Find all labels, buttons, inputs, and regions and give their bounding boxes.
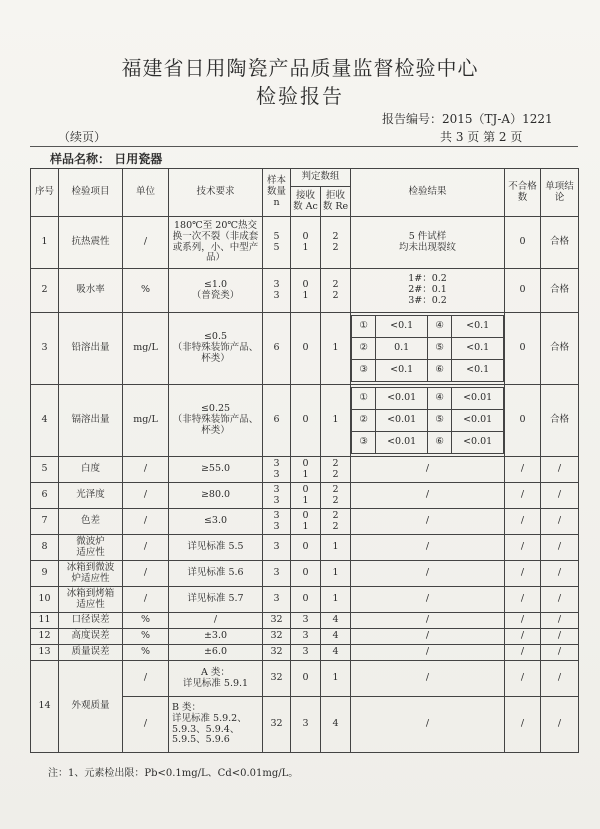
header-requirement: 技术要求 xyxy=(169,169,263,217)
row-sample-qty: 3 3 xyxy=(263,483,291,509)
page-info: 共 3 页 第 2 页 xyxy=(440,130,523,144)
row-item: 色差 xyxy=(59,509,123,535)
row-item: 抗热震性 xyxy=(59,217,123,269)
row-unit: / xyxy=(123,217,169,269)
row-conclusion: 合格 xyxy=(541,313,579,385)
appearance-b-fail: / xyxy=(505,697,541,753)
appearance-b-n: 32 xyxy=(263,697,291,753)
row-accept: 3 xyxy=(291,613,321,629)
row-result: / xyxy=(351,457,505,483)
row-item: 镉溶出量 xyxy=(59,385,123,457)
row-reject: 4 xyxy=(321,629,351,645)
header-result: 检验结果 xyxy=(351,169,505,217)
appearance-b-ac: 3 xyxy=(291,697,321,753)
row-requirement: ±3.0 xyxy=(169,629,263,645)
sample-value: 日用瓷器 xyxy=(114,152,163,166)
row-sample-qty: 5 5 xyxy=(263,217,291,269)
row-sample-qty: 3 xyxy=(263,561,291,587)
sample-label: 样品名称： xyxy=(50,152,111,166)
row-unit: mg/L xyxy=(123,313,169,385)
row-conclusion: / xyxy=(541,629,579,645)
specimen-number: ② xyxy=(352,338,376,360)
row-reject: 1 xyxy=(321,535,351,561)
footnote: 注：1、元素检出限：Pb<0.1mg/L、Cd<0.01mg/L。 xyxy=(48,768,299,779)
row-conclusion: 合格 xyxy=(541,269,579,313)
table-row xyxy=(31,457,579,483)
row-reject: 4 xyxy=(321,645,351,661)
row-item: 铅溶出量 xyxy=(59,313,123,385)
specimen-value: <0.01 xyxy=(452,432,504,454)
appearance-b-unit: / xyxy=(123,697,169,753)
row-unit: / xyxy=(123,483,169,509)
report-title: 检验报告 xyxy=(256,84,344,108)
row-result: / xyxy=(351,613,505,629)
row-accept: 0 xyxy=(291,561,321,587)
table-row xyxy=(31,509,579,535)
specimen-number: ⑤ xyxy=(428,338,452,360)
row-seq: 3 xyxy=(31,313,59,385)
row-requirement: ≥80.0 xyxy=(169,483,263,509)
row-result-grid xyxy=(351,385,505,457)
row-requirement: ≤0.5 （非特殊装饰产品、杯类） xyxy=(169,313,263,385)
row-sample-qty: 3 3 xyxy=(263,269,291,313)
row-result: / xyxy=(351,645,505,661)
table-row xyxy=(31,313,579,385)
table-row xyxy=(31,587,579,613)
table-row xyxy=(31,561,579,587)
row-seq: 2 xyxy=(31,269,59,313)
row-result: / xyxy=(351,587,505,613)
table-row xyxy=(31,629,579,645)
appearance-a-fail: / xyxy=(505,661,541,697)
row-fail-count: / xyxy=(505,509,541,535)
row-requirement: ±6.0 xyxy=(169,645,263,661)
row-sample-qty: 32 xyxy=(263,645,291,661)
header-sample-qty: 样本数量 n xyxy=(263,169,291,217)
specimen-value: <0.1 xyxy=(376,316,428,338)
row-sample-qty: 6 xyxy=(263,385,291,457)
header-item: 检验项目 xyxy=(59,169,123,217)
row-conclusion: / xyxy=(541,587,579,613)
row-seq: 12 xyxy=(31,629,59,645)
row-accept: 0 1 xyxy=(291,457,321,483)
row-result: / xyxy=(351,629,505,645)
specimen-value: <0.01 xyxy=(376,388,428,410)
row-unit: % xyxy=(123,613,169,629)
row-fail-count: / xyxy=(505,645,541,661)
row-unit: % xyxy=(123,269,169,313)
table-row xyxy=(31,217,579,269)
row-fail-count: 0 xyxy=(505,269,541,313)
row-conclusion: / xyxy=(541,561,579,587)
specimen-number: ⑤ xyxy=(428,410,452,432)
row-requirement: ≤0.25 （非特殊装饰产品、杯类） xyxy=(169,385,263,457)
row-reject: 1 xyxy=(321,587,351,613)
row-result: / xyxy=(351,535,505,561)
specimen-value: <0.01 xyxy=(452,410,504,432)
row-conclusion: / xyxy=(541,645,579,661)
row-requirement: 详见标准 5.5 xyxy=(169,535,263,561)
row-sample-qty: 32 xyxy=(263,629,291,645)
row-reject: 1 xyxy=(321,561,351,587)
header-unit: 单位 xyxy=(123,169,169,217)
row-unit: / xyxy=(123,509,169,535)
row-item: 高度误差 xyxy=(59,629,123,645)
header-conclusion: 单项结论 xyxy=(541,169,579,217)
inspection-table xyxy=(30,168,579,753)
row-fail-count: / xyxy=(505,587,541,613)
row-conclusion: 合格 xyxy=(541,385,579,457)
specimen-value: <0.01 xyxy=(376,410,428,432)
table-row xyxy=(31,661,579,697)
lead-cadmium-results xyxy=(351,387,504,454)
row-requirement: ≤1.0 （普瓷类） xyxy=(169,269,263,313)
center-title: 福建省日用陶瓷产品质量监督检验中心 xyxy=(121,56,479,80)
lead-cadmium-results xyxy=(351,315,504,382)
row-conclusion: / xyxy=(541,457,579,483)
row-requirement: 详见标准 5.7 xyxy=(169,587,263,613)
specimen-value: <0.1 xyxy=(376,360,428,382)
header-reject: 拒收数 Re xyxy=(321,187,351,217)
specimen-value: <0.1 xyxy=(452,316,504,338)
row-requirement: / xyxy=(169,613,263,629)
row-seq: 13 xyxy=(31,645,59,661)
row-fail-count: / xyxy=(505,629,541,645)
top-divider xyxy=(30,146,578,147)
row-requirement: ≤3.0 xyxy=(169,509,263,535)
specimen-value: <0.01 xyxy=(376,432,428,454)
row-fail-count: / xyxy=(505,457,541,483)
appearance-b-result: / xyxy=(351,697,505,753)
header-accept: 接收数 Ac xyxy=(291,187,321,217)
row-sample-qty: 3 3 xyxy=(263,457,291,483)
row-item: 吸水率 xyxy=(59,269,123,313)
row-seq: 4 xyxy=(31,385,59,457)
specimen-number: ① xyxy=(352,388,376,410)
specimen-number: ⑥ xyxy=(428,360,452,382)
table-row xyxy=(31,645,579,661)
specimen-value: <0.01 xyxy=(452,388,504,410)
row-sample-qty: 3 3 xyxy=(263,509,291,535)
row-accept: 0 xyxy=(291,535,321,561)
row-seq: 7 xyxy=(31,509,59,535)
specimen-value: <0.1 xyxy=(452,338,504,360)
row-reject: 4 xyxy=(321,613,351,629)
row-result: / xyxy=(351,483,505,509)
report-number-value: 2015（TJ-A）1221 xyxy=(442,112,553,126)
appearance-a-req: A 类： 详见标准 5.9.1 xyxy=(169,661,263,697)
row-conclusion: 合格 xyxy=(541,217,579,269)
appearance-a-unit: / xyxy=(123,661,169,697)
report-number-label: 报告编号： xyxy=(382,112,443,126)
specimen-value: <0.1 xyxy=(452,360,504,382)
row-sample-qty: 32 xyxy=(263,613,291,629)
row-unit: % xyxy=(123,645,169,661)
row-unit: / xyxy=(123,561,169,587)
row-unit: % xyxy=(123,629,169,645)
row-reject: 2 2 xyxy=(321,457,351,483)
row-result: / xyxy=(351,509,505,535)
row-fail-count: / xyxy=(505,613,541,629)
header-fail-count: 不合格数 xyxy=(505,169,541,217)
appearance-a-n: 32 xyxy=(263,661,291,697)
row-accept: 0 1 xyxy=(291,483,321,509)
row-accept: 0 1 xyxy=(291,269,321,313)
row-result: 5 件试样 均未出现裂纹 xyxy=(351,217,505,269)
row-result-grid xyxy=(351,313,505,385)
row-reject: 2 2 xyxy=(321,217,351,269)
row-requirement: 详见标准 5.6 xyxy=(169,561,263,587)
specimen-number: ⑥ xyxy=(428,432,452,454)
row-accept: 0 xyxy=(291,587,321,613)
appearance-a-ac: 0 xyxy=(291,661,321,697)
appearance-a-re: 1 xyxy=(321,661,351,697)
row-fail-count: 0 xyxy=(505,385,541,457)
appearance-b-req: B 类： 详见标准 5.9.2、5.9.3、5.9.4、5.9.5、5.9.6 xyxy=(169,697,263,753)
row-requirement: ≥55.0 xyxy=(169,457,263,483)
row-accept: 0 xyxy=(291,313,321,385)
row-accept: 0 1 xyxy=(291,217,321,269)
table-row xyxy=(31,483,579,509)
specimen-number: ① xyxy=(352,316,376,338)
appearance-a-concl: / xyxy=(541,661,579,697)
row-item: 微波炉 适应性 xyxy=(59,535,123,561)
table-row xyxy=(31,535,579,561)
row-conclusion: / xyxy=(541,509,579,535)
row-sample-qty: 3 xyxy=(263,535,291,561)
row-item: 质量误差 xyxy=(59,645,123,661)
row-unit: / xyxy=(123,587,169,613)
continued-label: （续页） xyxy=(58,130,107,144)
header-seq: 序号 xyxy=(31,169,59,217)
row-fail-count: 0 xyxy=(505,217,541,269)
row-unit: / xyxy=(123,457,169,483)
header-judgment: 判定数组 xyxy=(291,169,351,187)
specimen-number: ③ xyxy=(352,360,376,382)
row-seq: 6 xyxy=(31,483,59,509)
row-item: 白度 xyxy=(59,457,123,483)
specimen-number: ④ xyxy=(428,316,452,338)
row-conclusion: / xyxy=(541,483,579,509)
appearance-b-concl: / xyxy=(541,697,579,753)
row-seq: 8 xyxy=(31,535,59,561)
row-fail-count: / xyxy=(505,483,541,509)
row-result: 1#：0.2 2#：0.1 3#：0.2 xyxy=(351,269,505,313)
row-item: 外观质量 xyxy=(59,661,123,753)
row-reject: 2 2 xyxy=(321,269,351,313)
appearance-b-re: 4 xyxy=(321,697,351,753)
row-conclusion: / xyxy=(541,535,579,561)
row-sample-qty: 6 xyxy=(263,313,291,385)
specimen-number: ② xyxy=(352,410,376,432)
appearance-a-result: / xyxy=(351,661,505,697)
row-unit: / xyxy=(123,535,169,561)
row-reject: 2 2 xyxy=(321,509,351,535)
row-item: 冰箱到微波 炉适应性 xyxy=(59,561,123,587)
row-conclusion: / xyxy=(541,613,579,629)
specimen-value: 0.1 xyxy=(376,338,428,360)
row-seq: 11 xyxy=(31,613,59,629)
specimen-number: ③ xyxy=(352,432,376,454)
row-accept: 3 xyxy=(291,629,321,645)
row-accept: 0 xyxy=(291,385,321,457)
row-accept: 0 1 xyxy=(291,509,321,535)
row-reject: 1 xyxy=(321,313,351,385)
row-fail-count: / xyxy=(505,535,541,561)
report-number xyxy=(382,110,553,127)
row-seq: 10 xyxy=(31,587,59,613)
table-row xyxy=(31,269,579,313)
row-sample-qty: 3 xyxy=(263,587,291,613)
row-item: 口径误差 xyxy=(59,613,123,629)
row-fail-count: 0 xyxy=(505,313,541,385)
row-reject: 2 2 xyxy=(321,483,351,509)
table-row xyxy=(31,613,579,629)
row-result: / xyxy=(351,561,505,587)
row-item: 冰箱到烤箱 适应性 xyxy=(59,587,123,613)
row-item: 光泽度 xyxy=(59,483,123,509)
row-unit: mg/L xyxy=(123,385,169,457)
specimen-number: ④ xyxy=(428,388,452,410)
row-requirement: 180℃至 20℃热交换一次不裂（非成套或系列，小、中型产品） xyxy=(169,217,263,269)
row-reject: 1 xyxy=(321,385,351,457)
table-row xyxy=(31,385,579,457)
row-accept: 3 xyxy=(291,645,321,661)
sample-name xyxy=(50,150,162,167)
row-seq: 5 xyxy=(31,457,59,483)
row-seq: 9 xyxy=(31,561,59,587)
row-seq: 1 xyxy=(31,217,59,269)
row-fail-count: / xyxy=(505,561,541,587)
row-seq: 14 xyxy=(31,661,59,753)
